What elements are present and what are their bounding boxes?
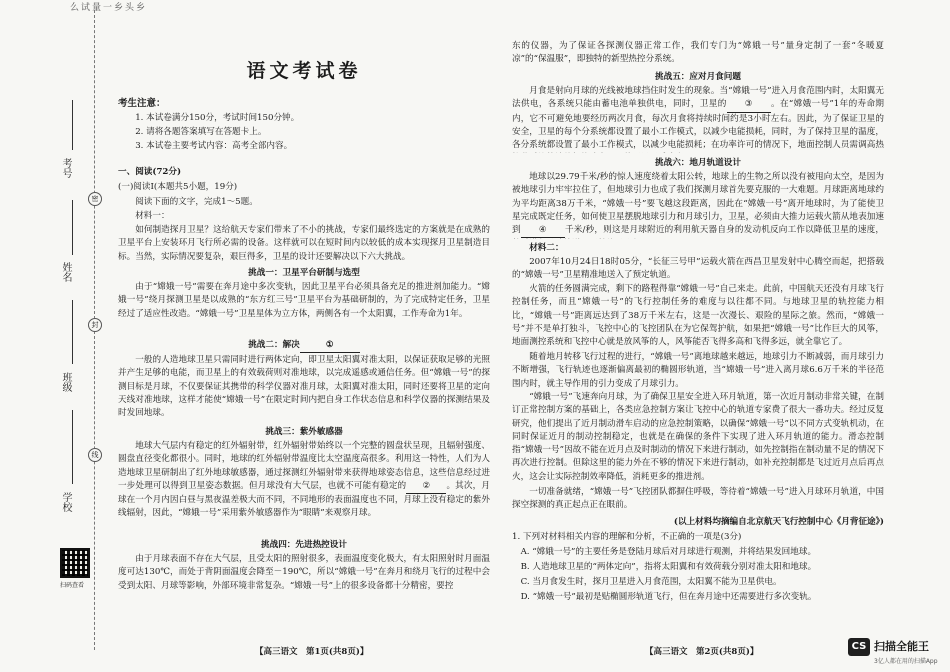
- camscanner-logo-icon: CS: [848, 638, 870, 656]
- paragraph-part: 地球大气层内有稳定的红外辐射带，红外辐射带始终以一个完整的圆盘状呈现，且辐射强度、圆盘直径变化都很小。同时，地球的红外辐射带温度比太空温度高很多。利用这一特性，人们为人造地球卫星研制出了红外地球敏感器，通过探测红外辐射带来获得地球姿态信息，这些信息经过进一步处理可以得到卫星姿态数据。但月球没有大气层，也就不可能有稳定的: [118, 441, 490, 491]
- challenge-3-heading: 挑战三：紫外敏感器: [265, 427, 343, 437]
- challenge-4-heading: 挑战四：先进热控设计: [261, 540, 347, 550]
- binding-margin: [0, 0, 118, 672]
- option-a[interactable]: A. “嫦娥一号”的主要任务是登陆月球后对月球进行观测，并将结果发回地球。: [520, 547, 817, 557]
- paragraph: [118, 440, 490, 535]
- paragraph: 如何制造探月卫星？这给航天专家们带来了不小的挑战，专家们最终选定的方案就是在成熟的卫星平台上安装环月飞行所必需的设备。这样就可以在短时间内以较低的成本实现探月卫星制造目标。当然，实际情况要复杂，艰巨得多，卫星的设计还要解决以下六大挑战。: [118, 225, 490, 262]
- paragraph: [512, 171, 884, 239]
- blank-4: ④: [521, 224, 565, 238]
- paragraph: 由于月球表面不存在大气层，且受太阳的照射很多，表面温度变化极大，有太阳照射时月面温度可达130℃，而处于背阴面温度会降至－190℃，所以“嫦娥一号”在奔月和绕月飞行的过程中会受到太阳、月球等影响，外部环境非常复杂。“嫦娥一号”上的很多设备都十分精密，要控: [118, 554, 490, 591]
- paragraph: 一切准备就绪，“嫦娥一号”飞控团队都摒住呼吸，等待着“嫦娥一号”进入月球环月轨道，中国探空探测的真正起点正在眼前。: [512, 487, 884, 511]
- seal-circle-1: 密: [88, 192, 102, 206]
- page-1-footer: 【高三语文 第1页(共8页)】: [255, 647, 369, 657]
- blank-3: ③: [727, 98, 771, 112]
- scanner-tagline: 3亿人都在用的扫描App: [874, 658, 938, 665]
- qr-code-icon[interactable]: [60, 548, 90, 578]
- seal-circle-2: 封: [88, 318, 102, 332]
- option-c[interactable]: C. 当月食发生时，探月卫星进入月食范围，太阳翼不能为卫星供电。: [520, 577, 782, 587]
- seal-circle-3: 线: [88, 448, 102, 462]
- paragraph: “嫦娥一号”飞速奔向月球，为了确保卫星安全进入环月轨道，第一次近月制动非常关键，在制订正常控制方案的基础上，各类应急控制方案让飞控中心的轨道专家费了很大一番功夫。经过反复研究，他们提出了近月制动滑车启动的应急控制策略，以确保“嫦娥一号”以不同方式变轨机动，在同时保证近月的制动控制稳定，也就是在确保的条件下实现了进入环月轨道的能力。滑态控制指“嫦娥一号”因故不能在近月点及时制动的情况下来进行制动，如先控制指在制动量不足的情况下再次进行控制。但除这里的能力外在不够的情况下来进行制动，如补充控制都是飞过近月点后再点火，这会让实际控制效率降低，消耗更多的推进剂。: [512, 392, 884, 482]
- paragraph: 一般的人造地球卫星只需同时进行两体定向，即卫星太阳翼对准太阳，以保证获取足够的光照并产生足够的电能，而卫星上的有效载荷则对准地球，以完成遥感或通信任务。但“嫦娥一号”的探测目标是月球，不仅要保证其携带的科学仪器对准月球，太阳翼对准太阳，同时还要将卫星的定向天线对准地球，这样才能使“嫦娥一号”在限定时间内把自身工作状态信息和科学仪器的探测结果及时发回地球。: [118, 355, 490, 419]
- subsection-reading-1: (一)阅读Ⅰ(本题共5小题，19分): [118, 182, 238, 192]
- challenge-2-heading: [118, 339, 490, 353]
- paragraph: 东的仪器，为了保证各探测仪器正常工作，我们专门为“嫦娥一号”量身定制了一套“冬暖夏凉”的“保温服”，即独特的新型热控分系统。: [512, 41, 884, 65]
- paragraph: 2007年10月24日18时05分，“长征三号甲”运载火箭在西昌卫星发射中心腾空而起，把搭载的“嫦娥一号”卫星精准地送入了预定轨道。: [512, 257, 884, 281]
- challenge-1-heading: 挑战一：卫星平台研制与选型: [248, 268, 360, 278]
- challenge-6-heading: 挑战六：地月轨道设计: [655, 158, 741, 168]
- label-exam-number: 考号: [60, 158, 71, 178]
- notice-2: 2. 请将各题答案填写在答题卡上。: [135, 127, 267, 137]
- label-school: 学校: [60, 492, 71, 512]
- scanner-watermark: [848, 634, 948, 668]
- label-name: 姓名: [60, 262, 71, 282]
- challenge-5-heading: 挑战五：应对月食问题: [655, 72, 741, 82]
- school-line: [72, 410, 73, 484]
- paragraph-part: 地球以29.79千米/秒的惊人速度绕着太阳公转，地球上的生物之所以没有被甩向太空，是因为被地球引力牢牢拉住了，但地球引力也成了我们探测月球首先要克服的一大难题。月球距离地球约为平均距离38万千米，“嫦娥一号”要飞越这段距离，因此在“嫦娥一号”离开地球时，为了能使卫星完成既定任务，如何使卫星摆脱地球引力和月球引力，卫星，必须由大推力运载火箭从地表加速到: [512, 172, 884, 236]
- question-1: 1. 下列对材料相关内容的理解和分析，不正确的一项是(3分): [512, 532, 742, 542]
- instruction: 阅读下面的文字，完成1～5题。: [135, 197, 258, 207]
- paragraph: [512, 85, 884, 153]
- section-reading: 一、阅读(72分): [118, 167, 182, 177]
- paragraph-part: 。其次，月球在一个月内因白昼与黑夜温差极大而不同，不同地形的表面温度也不同，月球上没有稳定的紫外线辐射，因此，“嫦娥一号”采用紫外敏感器作为“眼睛”来观察月球。: [118, 480, 490, 519]
- paragraph-part: 千米/秒，则这是月球附近的利用航天器自身的发动机反向工作以降低卫星的速度，: [564, 225, 884, 236]
- blank-1: ①: [300, 339, 360, 353]
- notice-3: 3. 本试卷主要考试内容：高考全部内容。: [135, 141, 293, 151]
- option-d[interactable]: D. “嫦娥一号”最初是贴椭圆形轨道飞行，但在奔月途中还需要进行多次变轨。: [520, 592, 817, 602]
- name-line: [72, 200, 73, 255]
- notice-heading: 考生注意：: [118, 98, 166, 109]
- page-2-footer: 【高三语文 第2页(共8页)】: [645, 647, 759, 657]
- paragraph: 由于“嫦娥一号”需要在奔月途中多次变轨，因此卫星平台必须具备充足的推进剂加能力。“嫦娥一号”绕月探测卫星是以成熟的“东方红三号”卫星平台为基础研制的，为了完成特定任务，卫星经过了适应性改造。“嫦娥一号”卫星星体为立方体，两侧各有一个太阳翼，工作寿命为1年。: [118, 282, 490, 319]
- exam-number-line: [72, 100, 73, 150]
- blank-2: ②: [406, 480, 446, 494]
- qr-caption: 扫码查看: [60, 582, 85, 589]
- label-class: 班级: [60, 372, 71, 392]
- source-note: (以上材料均摘编自北京航天飞行控制中心《月背征途》): [673, 517, 884, 527]
- paragraph-part: 。在“嫦娥一号”1年的寿命期内，它不可避免地要经历两次月食，每次月食将持续时间约是3小时左右。因此，为了保证卫星的安全，卫星的每个分系统都设置了最小工作模式，以减少电能损耗，同时，为了保持卫星的温度，各分系统都设置了最小工作模式，以减少电能损耗；在功率许可的情况下，地面控制人员需调高热: [512, 99, 884, 151]
- paragraph-part: 月食是射向月球的光线被地球挡住时发生的现象。当“嫦娥一号”进入月食范围内时，太阳翼无法供电，各系统只能由蓄电池单独供电，同时，卫星的: [512, 86, 884, 110]
- paragraph: 随着地月转移飞行过程的进行，“嫦娥一号”离地球越来越远，地球引力不断减弱，而月球引力不断增强，飞行轨迹也逐渐偏离最初的椭圆形轨道，当“嫦娥一号”进入离月球6.6万千米的半径范围内时，就主导作用的引力变成了月球引力。: [512, 352, 884, 389]
- class-line: [72, 300, 73, 364]
- scanner-name: 扫描全能王: [874, 640, 929, 653]
- paragraph: 火箭的任务圆满完成，剩下的路程得靠“嫦娥一号”自己来走。此前，中国航天还没有月球飞行控制任务，而且“嫦娥一号”的飞行控制任务的难度与以往都不同。与地球卫星的轨控能力相比，“嫦娥一号”距离远达到了38万千米左右，这是一次漫长、艰险的星际之旅。然而，“嫦娥一号”并不是单打独斗，飞控中心的飞控团队在为它保驾护航，如果把“嫦娥一号”比作巨大的风筝，地面测控系统和飞控中心就是放风筝的人，风筝能否飞得多高和飞得多远，就全靠它了。: [512, 284, 884, 348]
- option-b[interactable]: B. 人造地球卫星的“两体定向”，指将太阳翼和有效荷载分别对准太阳和地球。: [520, 562, 817, 572]
- material-2-label: 材料二：: [529, 243, 564, 253]
- top-mark: 么试量一乡头乡: [70, 3, 148, 13]
- material-1-label: 材料一：: [135, 211, 170, 221]
- notice-1: 1. 本试卷满分150分，考试时间150分钟。: [135, 113, 300, 123]
- exam-title: 语文考试卷: [246, 60, 362, 82]
- challenge-2-label: 挑战二：解决: [248, 340, 300, 350]
